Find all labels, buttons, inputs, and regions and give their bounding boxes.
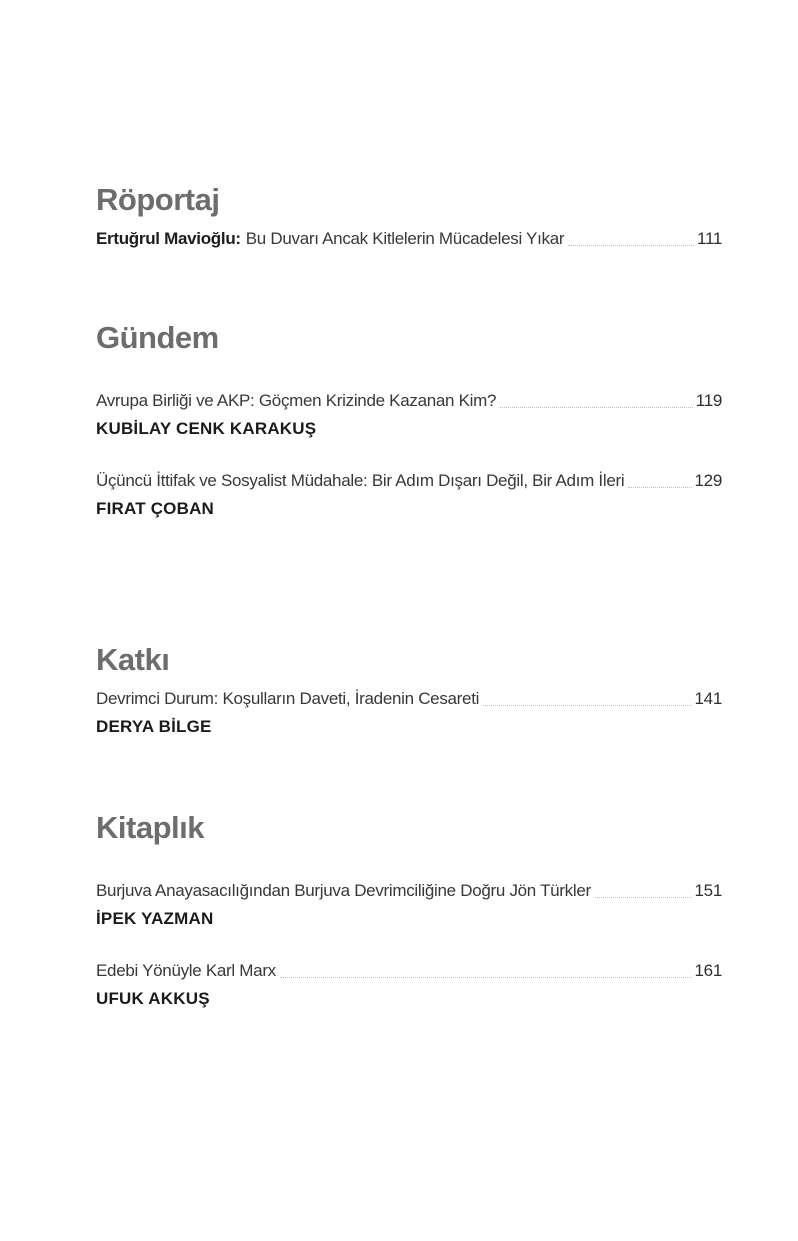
- entry-page-number: 141: [694, 689, 722, 708]
- toc-entry: [96, 470, 722, 520]
- toc-entry: [96, 880, 722, 930]
- entry-page-number: 151: [694, 881, 722, 900]
- section-heading: Kitaplık: [96, 810, 204, 845]
- toc-entry: [96, 688, 722, 738]
- entry-row: [96, 688, 722, 710]
- entry-prefix: Ertuğrul Mavioğlu:: [96, 229, 241, 248]
- toc-entry: [96, 960, 722, 1010]
- section-heading: Röportaj: [96, 182, 220, 217]
- entry-row: [96, 470, 722, 492]
- entry-title: Bu Duvarı Ancak Kitlelerin Mücadelesi Yıkar: [245, 229, 565, 248]
- toc-content: [0, 180, 798, 1010]
- entry-author: UFUK AKKUŞ: [96, 989, 210, 1008]
- entry-title: Devrimci Durum: Koşulların Daveti, İradenin Cesareti: [96, 689, 480, 708]
- entry-page-number: 111: [697, 229, 722, 248]
- entry-row: [96, 228, 722, 250]
- toc-section: [96, 808, 722, 1010]
- entry-row: [96, 390, 722, 412]
- toc-entry: [96, 228, 722, 250]
- section-entries: [96, 390, 722, 520]
- entry-author: İPEK YAZMAN: [96, 909, 214, 928]
- entry-row: [96, 880, 722, 902]
- dotted-leader: [500, 407, 693, 408]
- entry-page-number: 119: [695, 391, 722, 410]
- dotted-leader: [628, 487, 691, 488]
- entry-author: KUBİLAY CENK KARAKUŞ: [96, 419, 317, 438]
- section-entries: [96, 688, 722, 738]
- entry-title: Avrupa Birliği ve AKP: Göçmen Krizinde Kazanan Kim?: [96, 391, 497, 410]
- entry-page-number: 129: [694, 471, 722, 490]
- toc-section: [96, 318, 722, 520]
- toc-entry: [96, 390, 722, 440]
- section-heading: Gündem: [96, 320, 219, 355]
- entry-author: FIRAT ÇOBAN: [96, 499, 215, 518]
- dotted-leader: [595, 897, 692, 898]
- dotted-leader: [280, 977, 692, 978]
- dotted-leader: [568, 245, 694, 246]
- section-entries: [96, 228, 722, 250]
- entry-page-number: 161: [694, 961, 722, 980]
- toc-section: [96, 640, 722, 738]
- entry-author: DERYA BİLGE: [96, 717, 212, 736]
- section-entries: [96, 880, 722, 1010]
- entry-title: Burjuva Anayasacılığından Burjuva Devrimciliğine Doğru Jön Türkler: [96, 881, 591, 900]
- entry-title: Edebi Yönüyle Karl Marx: [96, 961, 276, 980]
- dotted-leader: [483, 705, 691, 706]
- section-heading: Katkı: [96, 642, 170, 677]
- toc-section: [96, 180, 722, 250]
- entry-row: [96, 960, 722, 982]
- entry-title: Üçüncü İttifak ve Sosyalist Müdahale: Bir Adım Dışarı Değil, Bir Adım İleri: [96, 471, 625, 490]
